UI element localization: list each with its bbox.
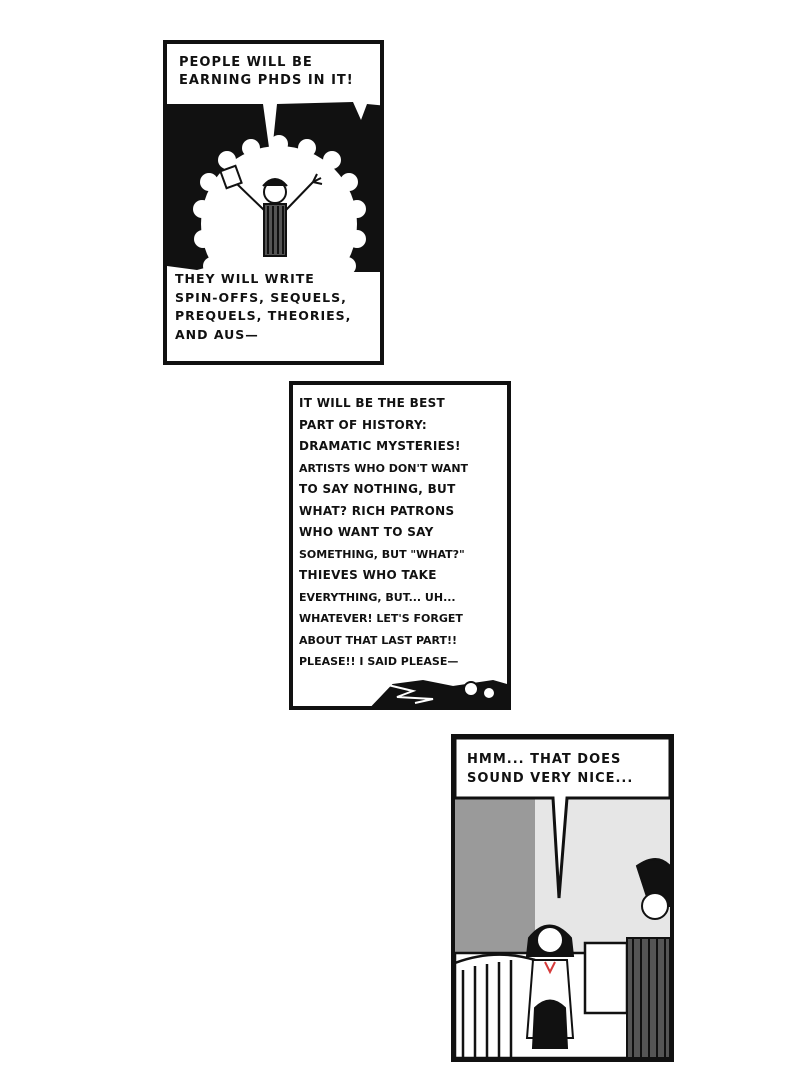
comic-panel-3 — [451, 734, 674, 1062]
caption-line: WHATEVER! LET'S FORGET — [299, 612, 463, 625]
caption-line: PART OF HISTORY: — [299, 417, 427, 432]
caption-line: EVERYTHING, BUT... UH... — [299, 590, 456, 604]
seated-girl — [527, 926, 573, 1049]
speech-text: PEOPLE WILL BE EARNING PHDS IN IT! — [179, 55, 354, 88]
caption-line: WHAT? RICH PATRONS — [299, 503, 455, 518]
speech-text: HMM... THAT DOES SOUND VERY NICE... — [467, 752, 634, 786]
scuffle-drawing — [373, 681, 507, 706]
caption-line: ARTISTS WHO DON'T WANT — [299, 461, 469, 475]
comic-panel-2 — [289, 381, 511, 710]
caption-line: ABOUT THAT LAST PART!! — [299, 633, 458, 647]
caption-line: THIEVES WHO TAKE — [299, 568, 437, 582]
caption-line: IT WILL BE THE BEST — [299, 396, 445, 410]
caption-line: TO SAY NOTHING, BUT — [299, 482, 456, 496]
caption-line: DRAMATIC MYSTERIES! — [299, 439, 461, 453]
caption-text-block — [299, 393, 511, 673]
caption-line: WHO WANT TO SAY — [299, 525, 434, 539]
comic-panel-1 — [163, 40, 384, 365]
narration-text: THEY WILL WRITE SPIN-OFFS, SEQUELS, PREQUELS, THEORIES, AND AUS— — [175, 271, 352, 342]
caption-line: PLEASE!! I SAID PLEASE— — [299, 655, 459, 668]
caption-line: SOMETHING, BUT "WHAT?" — [299, 547, 465, 561]
